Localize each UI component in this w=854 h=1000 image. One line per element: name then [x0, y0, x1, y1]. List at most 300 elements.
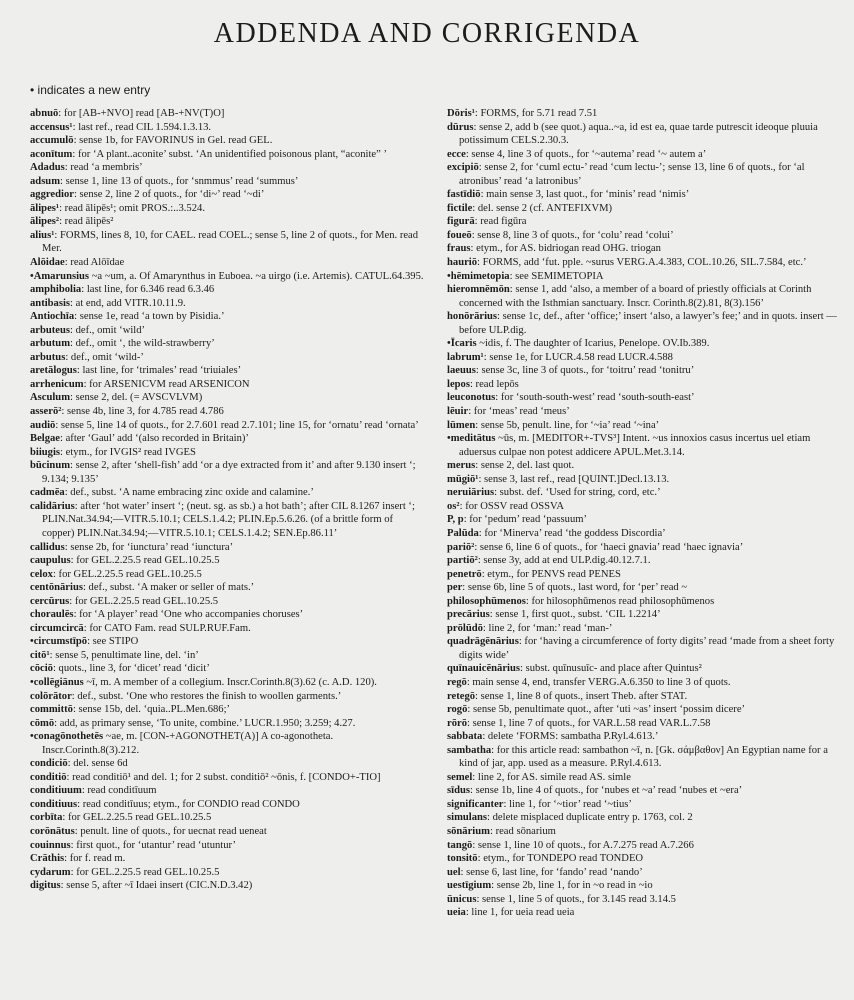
entry-text: : quots., line 3, for ‘dicet’ read ‘dicit’ — [52, 663, 210, 675]
entry-text: : line 2, for AS. simile read AS. simle — [472, 771, 631, 783]
entry-text: : see SEMIMETOPIA — [509, 270, 604, 282]
entry-text: : subst. quīnusuīc- and place after Quintus² — [520, 663, 702, 675]
entry-headword: lepos — [447, 378, 470, 390]
entry-headword: per — [447, 582, 463, 594]
entry-text: ~ūs, m. [MEDITOR+-TVS³] Intent. ~us innoxios casus incertus uel etiam aduersus culpae non potest addicere APUL.Met.3.14. — [459, 433, 811, 458]
entry-text: : last ref., read CIL 1.594.1.3.13. — [72, 121, 212, 133]
dictionary-entry — [447, 798, 840, 812]
entry-text: : penult. line of quots., for uecnat read ueneat — [74, 825, 267, 837]
entry-headword: caupulus — [30, 555, 71, 567]
dictionary-entry — [30, 717, 425, 731]
entry-headword: tonsitō — [447, 853, 478, 865]
entry-headword: conditiuus — [30, 798, 78, 810]
entry-headword: corbīta — [30, 812, 63, 824]
entry-headword: mūgiō¹ — [447, 473, 479, 485]
entry-headword: philosophūmenos — [447, 595, 526, 607]
entry-headword: arrhenicum — [30, 378, 84, 390]
dictionary-entry — [447, 852, 840, 866]
dictionary-entry — [30, 662, 425, 676]
entry-headword: labrum¹ — [447, 351, 484, 363]
dictionary-entry — [447, 283, 840, 310]
entry-headword: ūnicus — [447, 893, 477, 905]
entry-text: : sense 2, add b (see quot.) aqua..~a, id est ea, quae tarde putrescit ideoque pluuia potissimum CELS.2.30.3. — [459, 121, 818, 147]
entry-text: : sense 3, last ref., read [QUINT.]Decl.13.13. — [478, 473, 670, 485]
entry-text: : for this article read: sambathon ~ī, n. [Gk. σάμβαθον] An Egyptian name for a kind of jar, app. used as a measure. P.Ryl.4.613. — [459, 744, 828, 770]
dictionary-entry — [30, 554, 425, 568]
entry-text: : etym., for PENVS read PENES — [481, 568, 621, 580]
entry-headword: arbutus — [30, 351, 66, 363]
entry-headword: conditiuum — [30, 785, 82, 797]
entry-headword: os² — [447, 500, 460, 512]
entry-text: : for ARSENICVM read ARSENICON — [83, 378, 250, 390]
entry-text: : sense 2, del. (= AVSCVLVM) — [70, 392, 203, 404]
entry-text: : FORMS, add ‘fut. pple. ~surus VERG.A.4.383, COL.10.26, SIL.7.584, etc.’ — [477, 257, 807, 269]
entry-text: : sense 1, line 13 of quots., for ‘snmmus’ read ‘summus’ — [60, 175, 299, 187]
entry-headword: honōrārius — [447, 311, 498, 323]
entry-text: : first quot., for ‘utantur’ read ‘utuntur’ — [70, 839, 236, 851]
entry-headword: excipiō — [447, 162, 479, 174]
entry-text: : for ‘pedum’ read ‘passuum’ — [463, 514, 588, 526]
dictionary-entry — [447, 608, 840, 622]
entry-headword: adsum — [30, 175, 61, 187]
entry-headword: P, p — [447, 514, 464, 526]
entry-text: ~ae, m. [CON-+AGONOTHET(A)] A co-agonotheta. Inscr.Corinth.8(3).212. — [42, 731, 334, 756]
entry-text: : etym., for AS. bidriogan read OHG. triogan — [470, 243, 661, 255]
dictionary-entry — [30, 811, 425, 825]
entry-text: : last line, for ‘trimales’ read ‘triuiales’ — [76, 365, 242, 377]
entry-headword: citō¹ — [30, 649, 50, 661]
dictionary-entry — [30, 364, 425, 378]
entry-headword: accensus¹ — [30, 121, 73, 133]
dictionary-entry — [447, 256, 840, 270]
entry-text: ~a ~um, a. Of Amarynthus in Euboea. ~a uirgo (i.e. Artemis). CATUL.64.395. — [89, 270, 424, 282]
entry-headword: precārius — [447, 609, 490, 621]
entry-headword: penetrō — [447, 568, 482, 580]
entry-headword: figurā — [447, 216, 475, 228]
entry-text: : del. sense 2 (cf. ANTEFIXVM) — [472, 202, 613, 214]
dictionary-entry — [30, 866, 425, 880]
entry-text: : main sense 3, last quot., for ‘minis’ read ‘nimis’ — [480, 189, 690, 201]
dictionary-entry — [447, 405, 840, 419]
dictionary-entry — [30, 690, 425, 704]
dictionary-entry — [447, 242, 840, 256]
dictionary-entry — [447, 527, 840, 541]
dictionary-entry — [30, 121, 425, 135]
entry-text: : for ‘meas’ read ‘meus’ — [468, 406, 570, 418]
entry-text: : def., subst. ‘A name embracing zinc oxide and calamine.’ — [64, 487, 314, 499]
entry-headword: audiō — [30, 419, 56, 431]
entry-headword: prōlūdō — [447, 622, 483, 634]
entry-headword: •conagōnothetēs — [30, 731, 104, 743]
entry-headword: cōciō — [30, 663, 53, 675]
dictionary-entry — [30, 297, 425, 311]
entry-text: : for ‘south-south-west’ read ‘south-south-east’ — [495, 392, 695, 404]
dictionary-entry — [447, 906, 840, 920]
entry-text: : add, as primary sense, ‘To unite, combine.’ LUCR.1.950; 3.259; 4.27. — [54, 717, 356, 729]
entry-headword: sambatha — [447, 744, 492, 756]
entry-headword: būcinum — [30, 460, 71, 472]
dictionary-entry — [447, 148, 840, 162]
dictionary-entry — [447, 107, 840, 121]
dictionary-entry — [30, 879, 425, 893]
entry-headword: Asculum — [30, 392, 71, 404]
dictionary-entry — [447, 229, 840, 243]
entry-headword: •Amarunsius — [30, 270, 90, 282]
dictionary-entry — [447, 676, 840, 690]
dictionary-entry — [30, 283, 425, 297]
entry-headword: hieromnēmōn — [447, 284, 510, 296]
dictionary-entry — [447, 121, 840, 148]
dictionary-entry — [447, 703, 840, 717]
dictionary-entry — [447, 784, 840, 798]
entry-headword: fraus — [447, 243, 471, 255]
dictionary-entry — [30, 730, 425, 757]
right-column — [447, 107, 840, 920]
dictionary-entry — [447, 662, 840, 676]
dictionary-entry — [447, 432, 840, 459]
dictionary-entry — [30, 771, 425, 785]
entry-headword: alius¹ — [30, 229, 55, 241]
dictionary-entry — [447, 825, 840, 839]
entry-text: : for GEL.2.25.5 read GEL.10.25.5 — [70, 555, 220, 567]
entry-headword: Alōidae — [30, 257, 65, 269]
entry-headword: uel — [447, 866, 461, 878]
entry-text: : sense 2, line 2 of quots., for ‘di~’ read ‘~di’ — [73, 189, 265, 201]
entry-text: : sense 1e, read ‘a town by Pisidia.’ — [74, 311, 225, 323]
entry-headword: biiugis — [30, 446, 61, 458]
entry-text: : subst. def. ‘Used for string, cord, etc.’ — [494, 487, 661, 499]
entry-headword: quīnauicēnārius — [447, 663, 521, 675]
entry-headword: arbuteus — [30, 324, 71, 336]
dictionary-entry — [447, 581, 840, 595]
entry-text: : read sōnarium — [489, 825, 556, 837]
entry-headword: •collēgiānus — [30, 676, 84, 688]
entry-text: : read conditīuum — [81, 785, 157, 797]
entry-headword: cōmō — [30, 717, 55, 729]
entry-headword: corōnātus — [30, 825, 75, 837]
dictionary-entry — [30, 215, 425, 229]
entry-headword: fictile — [447, 202, 473, 214]
dictionary-entry — [30, 148, 425, 162]
dictionary-entry — [30, 635, 425, 649]
dictionary-entry — [447, 717, 840, 731]
entry-headword: merus — [447, 460, 476, 472]
dictionary-entry — [30, 310, 425, 324]
entry-text: : read lepōs — [469, 378, 519, 390]
dictionary-entry — [30, 703, 425, 717]
entry-headword: centōnārius — [30, 582, 83, 594]
dictionary-entry — [447, 378, 840, 392]
dictionary-entry — [447, 364, 840, 378]
dictionary-entry — [447, 473, 840, 487]
dictionary-entry — [30, 175, 425, 189]
dictionary-entry — [447, 161, 840, 188]
entry-text: : for GEL.2.25.5 read GEL.10.25.5 — [70, 866, 220, 878]
entry-text: : read Alōīdae — [64, 257, 125, 269]
dictionary-entry — [447, 744, 840, 771]
entry-text: : sense 1, line 8 of quots., insert Theb. after STAT. — [475, 690, 688, 702]
entry-text: : sense 5, penultimate line, del. ‘in’ — [49, 649, 199, 661]
entry-text: : after ‘hot water’ insert ‘; (neut. sg. as sb.) a hot bath’; after CIL 8.1267 insert ‘; PLIN.Nat.34.94;—VITR.5.10.1; CELS.1.4.2; PLIN.Ep.5.6.26. (of a brittle form of copper) PLIN.Nat.34.94;—VITR.5.10.1; CELS.1.4.2; SEN.Ep.86.11’ — [42, 500, 415, 539]
entry-headword: retegō — [447, 690, 476, 702]
dictionary-entry — [30, 337, 425, 351]
entry-headword: neruiārius — [447, 487, 495, 499]
dictionary-entry — [30, 432, 425, 446]
entry-headword: digitus — [30, 880, 61, 892]
dictionary-entry — [30, 649, 425, 663]
entry-headword: leuconotus — [447, 392, 496, 404]
entry-headword: sōnārium — [447, 825, 490, 837]
entry-text: : sense 4, line 3 of quots., for ‘~autema’ read ‘~ autem a’ — [465, 148, 707, 160]
dictionary-entry — [30, 798, 425, 812]
entry-headword: conditiō — [30, 771, 67, 783]
entry-text: : line 1, for ueia read ueia — [465, 907, 575, 919]
entry-text: : def., subst. ‘A maker or seller of mats.’ — [82, 582, 255, 594]
entry-headword: sīdus — [447, 785, 470, 797]
dictionary-entry — [30, 581, 425, 595]
dictionary-entry — [447, 270, 840, 284]
dictionary-entry — [30, 500, 425, 541]
entry-headword: abnuō — [30, 108, 59, 119]
entry-headword: arbutum — [30, 338, 71, 350]
entry-headword: ālipes² — [30, 216, 60, 228]
dictionary-entry — [447, 202, 840, 216]
entry-headword: •circumstīpō — [30, 636, 88, 648]
entry-text: : sense 1e, for LUCR.4.58 read LUCR.4.588 — [483, 351, 673, 363]
dictionary-entry — [447, 391, 840, 405]
entry-text: : sense 2b, for ‘iunctura’ read ‘iunctura’ — [64, 541, 234, 553]
entry-headword: amphibolia — [30, 284, 82, 296]
entry-text: : see STIPO — [87, 636, 139, 648]
entry-text: : sense 3c, line 3 of quots., for ‘toitru’ read ‘tonitru’ — [475, 365, 695, 377]
entry-headword: ecce — [447, 148, 466, 160]
dictionary-entry — [447, 554, 840, 568]
dictionary-entry — [30, 622, 425, 636]
dictionary-entry — [447, 879, 840, 893]
dictionary-entry — [447, 893, 840, 907]
dictionary-entry — [30, 825, 425, 839]
dictionary-entry — [447, 500, 840, 514]
entry-headword: lēuir — [447, 406, 469, 418]
entry-text: : read conditīuus; etym., for CONDIO read CONDO — [77, 798, 300, 810]
new-entry-note: • indicates a new entry — [30, 83, 151, 97]
entry-text: : read ‘a membris’ — [64, 162, 143, 174]
entry-headword: antibasis — [30, 297, 71, 309]
entry-text: ~idis, f. The daughter of Icarius, Penelope. OV.Ib.389. — [476, 338, 710, 350]
entry-headword: callidus — [30, 541, 65, 553]
entry-headword: •meditātus — [447, 433, 496, 445]
dictionary-entry — [447, 595, 840, 609]
entry-text: : at end, add VITR.10.11.9. — [70, 297, 186, 309]
dictionary-entry — [30, 595, 425, 609]
entry-text: : def., omit ‘wild-’ — [65, 351, 144, 363]
dictionary-entry — [30, 676, 425, 690]
entry-headword: regō — [447, 676, 467, 688]
entry-text: : sense 1, line 5 of quots., for 3.145 read 3.14.5 — [476, 893, 676, 905]
dictionary-entry — [447, 541, 840, 555]
entry-text: : sense 5b, penult. line, for ‘~ia’ read ‘~ina’ — [475, 419, 660, 431]
dictionary-entry — [30, 202, 425, 216]
entry-headword: ālipes¹ — [30, 202, 60, 214]
entry-headword: cercūrus — [30, 595, 70, 607]
entry-headword: asserō² — [30, 406, 62, 418]
entry-text: : sense 2, del. last quot. — [475, 460, 575, 472]
dictionary-entry — [30, 608, 425, 622]
entry-headword: lūmen — [447, 419, 476, 431]
dictionary-entry — [30, 784, 425, 798]
dictionary-entry — [30, 852, 425, 866]
entry-headword: colōrātor — [30, 690, 72, 702]
entry-text: : sense 2, for ‘cuml ectu-’ read ‘cum lectu-’; sense 13, line 6 of quots., for ‘al atronibus’ read ‘a latronibus’ — [459, 162, 805, 187]
entry-text: : sense 1, first quot., subst. ‘CIL 1.2214’ — [489, 609, 661, 621]
entry-text: : for [AB-+NVO] read [AB-+NV(T)O] — [58, 108, 225, 119]
dictionary-entry — [30, 757, 425, 771]
entry-headword: laeuus — [447, 365, 476, 377]
entry-headword: choraulēs — [30, 609, 74, 621]
entry-text: : main sense 4, end, transfer VERG.A.6.350 to line 3 of quots. — [466, 676, 731, 688]
dictionary-entry — [30, 405, 425, 419]
entry-text: : sense 2b, line 1, for in ~o read in ~io — [491, 880, 653, 892]
dictionary-entry — [30, 324, 425, 338]
entry-headword: Dōris¹ — [447, 108, 475, 119]
entry-text: : sense 6, last line, for ‘fando’ read ‘nando’ — [460, 866, 643, 878]
dictionary-entry — [30, 161, 425, 175]
entry-headword: foueō — [447, 229, 472, 241]
entry-headword: semel — [447, 771, 473, 783]
entry-text: : def., omit ‘wild’ — [70, 324, 146, 336]
entry-text: : sense 1b, for FAVORINUS in Gel. read GEL. — [73, 135, 273, 147]
entry-text: : sense 1, line 10 of quots., for A.7.275 read A.7.266 — [472, 839, 694, 851]
entry-text: : sense 15b, del. ‘quia..PL.Men.686;’ — [72, 704, 231, 716]
entry-headword: partiō² — [447, 555, 478, 567]
dictionary-entry — [30, 419, 425, 433]
dictionary-entry — [447, 622, 840, 636]
entry-headword: sabbata — [447, 731, 483, 743]
dictionary-entry — [447, 730, 840, 744]
entry-headword: cydarum — [30, 866, 71, 878]
entry-headword: significanter — [447, 798, 504, 810]
entry-headword: dūrus — [447, 121, 474, 133]
entry-text: ~ī, m. A member of a collegium. Inscr.Corinth.8(3).62 (c. A.D. 120). — [83, 676, 377, 688]
entry-text: : sense 5, after ~ī Idaei insert (CIC.N.D.3.42) — [60, 880, 253, 892]
dictionary-entry — [30, 107, 425, 121]
dictionary-entry — [30, 134, 425, 148]
entry-text: : etym., for IVGIS² read IVGES — [60, 446, 196, 458]
entry-text: : delete ‘FORMS: sambatha P.Ryl.4.613.’ — [482, 731, 659, 743]
left-column — [30, 107, 425, 893]
entry-headword: hauriō — [447, 257, 478, 269]
entry-headword: Belgae — [30, 433, 61, 445]
entry-headword: simulans — [447, 812, 488, 824]
entry-text: : def., subst. ‘One who restores the finish to woollen garments.’ — [71, 690, 342, 702]
page-title: ADDENDA AND CORRIGENDA — [213, 18, 641, 49]
entry-text: : for ‘Minerva’ read ‘the goddess Discordia’ — [478, 527, 666, 539]
dictionary-entry — [447, 839, 840, 853]
entry-headword: rōrō — [447, 717, 467, 729]
entry-text: : sense 6b, line 5 of quots., last word, for ‘per’ read ~ — [462, 582, 688, 594]
dictionary-entry — [447, 459, 840, 473]
entry-text: : read ālipēs¹; omit PROS.:..3.524. — [59, 202, 205, 214]
entry-text: : del. sense 6d — [67, 758, 128, 770]
dictionary-entry — [30, 568, 425, 582]
entry-headword: condiciō — [30, 758, 68, 770]
dictionary-entry — [30, 446, 425, 460]
entry-text: : for ‘A plant..aconite’ subst. ‘An unidentified poisonous plant, “aconite” ’ — [72, 148, 387, 160]
entry-headword: calidārius — [30, 500, 75, 512]
dictionary-entry — [30, 486, 425, 500]
entry-headword: tangō — [447, 839, 473, 851]
dictionary-entry — [30, 839, 425, 853]
dictionary-entry — [30, 351, 425, 365]
entry-text: : sense 1, line 7 of quots., for VAR.L.58 read VAR.L.7.58 — [467, 717, 711, 729]
dictionary-entry — [447, 513, 840, 527]
dictionary-entry — [30, 256, 425, 270]
entry-headword: rogō — [447, 704, 468, 716]
entry-text: : FORMS, for 5.71 read 7.51 — [474, 108, 598, 119]
entry-text: : for hilosophūmenos read philosophūmenos — [525, 595, 715, 607]
dictionary-entry — [447, 635, 840, 662]
dictionary-entry — [30, 270, 425, 284]
entry-text: : for ‘having a circumference of forty digits’ read ‘made from a sheet forty digits wide’ — [459, 636, 835, 661]
entry-text: : sense 5, line 14 of quots., for 2.7.601 read 2.7.101; line 15, for ‘ornatu’ read ‘ornata’ — [55, 419, 419, 431]
entry-text: : sense 6, line 6 of quots., for ‘haeci gnavia’ read ‘haec ignavia’ — [474, 541, 744, 553]
entry-text: : line 2, for ‘man:’ read ‘man-’ — [482, 622, 613, 634]
entry-text: : sense 8, line 3 of quots., for ‘colu’ read ‘colui’ — [471, 229, 674, 241]
entry-headword: aconītum — [30, 148, 73, 160]
entry-text: : after ‘Gaul’ add ‘(also recorded in Britain)’ — [60, 433, 249, 445]
dictionary-entry — [447, 188, 840, 202]
entry-text: : sense 1b, line 4 of quots., for ‘nubes et ~a’ read ‘nubes et ~era’ — [469, 785, 743, 797]
entry-text: : read conditiō¹ and del. 1; for 2 subst. conditiō² ~ōnis, f. [CONDO+-TIO] — [66, 771, 381, 783]
dictionary-entry — [447, 690, 840, 704]
dictionary-entry — [30, 229, 425, 256]
entry-text: : read ālipēs² — [59, 216, 114, 228]
entry-text: : line 1, for ‘~tior’ read ‘~tius’ — [503, 798, 632, 810]
entry-text: : etym., for TONDEPO read TONDEO — [477, 853, 644, 865]
entry-text: : FORMS, lines 8, 10, for CAEL. read COEL.; sense 5, line 2 of quots., for Men. read Mer. — [42, 229, 419, 255]
entry-headword: pariō² — [447, 541, 475, 553]
entry-headword: quadrāgēnārius — [447, 636, 519, 648]
dictionary-entry — [30, 188, 425, 202]
entry-headword: couinnus — [30, 839, 71, 851]
dictionary-entry — [30, 378, 425, 392]
entry-text: : for OSSV read OSSVA — [459, 500, 564, 512]
entry-headword: accumulō — [30, 135, 74, 147]
dictionary-entry — [447, 486, 840, 500]
dictionary-entry — [447, 866, 840, 880]
entry-headword: Crāthis — [30, 853, 65, 865]
dictionary-entry — [447, 215, 840, 229]
entry-headword: fastīdiō — [447, 189, 481, 201]
dictionary-entry — [447, 419, 840, 433]
entry-text: : sense 2, after ‘shell-fish’ add ‘or a dye extracted from it’ and after 9.130 insert ‘; 9.134; 9.135’ — [42, 460, 416, 485]
entry-headword: cadmēa — [30, 487, 65, 499]
dictionary-entry — [447, 351, 840, 365]
entry-text: : delete misplaced duplicate entry p. 1763, col. 2 — [487, 812, 693, 824]
entry-headword: Adadus — [30, 162, 65, 174]
entry-text: : last line, for 6.346 read 6.3.46 — [81, 284, 215, 296]
dictionary-entry — [447, 337, 840, 351]
entry-headword: committō — [30, 704, 73, 716]
entry-headword: •Īcaris — [447, 338, 477, 350]
dictionary-entry — [447, 568, 840, 582]
entry-headword: celox — [30, 568, 53, 580]
dictionary-entry — [30, 541, 425, 555]
entry-text: : read figūra — [474, 216, 527, 228]
dictionary-entry — [30, 391, 425, 405]
entry-text: : sense 4b, line 3, for 4.785 read 4.786 — [61, 406, 224, 418]
entry-headword: aggredior — [30, 189, 74, 201]
